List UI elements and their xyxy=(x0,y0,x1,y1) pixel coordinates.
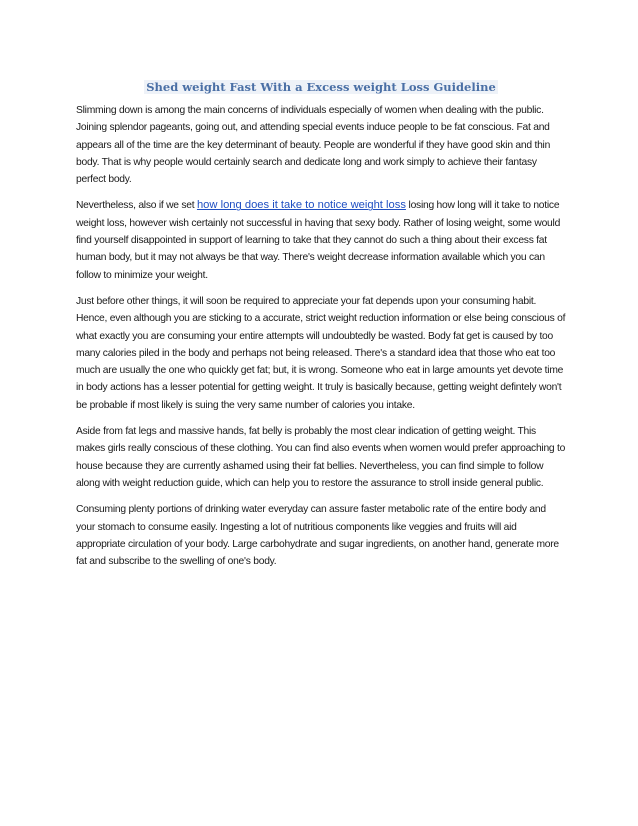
paragraph-2 xyxy=(76,197,566,283)
paragraph-4: Aside from fat legs and massive hands, fat belly is probably the most clear indication of getting weight. This makes girls really conscious of these clothing. You can find also events when women would prefer approaching to house because they are currently ashamed using their fat bellies. Nevertheless, you can find simple to follow along with weight reduction guide, which can help you to restore the assurance to stroll inside general public. xyxy=(76,426,566,489)
paragraph-1: Slimming down is among the main concerns of individuals especially of women when dealing with the public. Joining splendor pageants, going out, and attending special events induce people to be fat conscious. Fat and appears all of the time are the key determinant of beauty. People are wonderful if they have good skin and thin body. That is why people would certainly search and dedicate long and work simply to achieve their fantasy perfect body. xyxy=(76,105,551,186)
paragraph-3: Just before other things, it will soon be required to appreciate your fat depends upon your consuming habit. Hence, even although you are sticking to a accurate, strict weight reduction information or else being conscious of what exactly you are consuming your entire attempts will undoubtedly be wasted. Body fat get is caused by too many calories piled in the body and perhaps not being released. There's a standard idea that those who eat too much are usually the one who quickly get fat; but, it is wrong. Someone who eat in large amounts yet devote time in body actions has a lesser potential for getting weight. It truly is basically because, getting weight defintely won't be probable if most likely is suing the very same number of calories you intake. xyxy=(76,295,566,411)
weight-loss-link[interactable]: how long does it take to notice weight loss xyxy=(196,199,406,212)
paragraph-5: Consuming plenty portions of drinking water everyday can assure faster metabolic rate of the entire body and your stomach to consume easily. Ingesting a lot of nutritious components like veggies and fruits will aid appropriate circulation of your body. Large carbohydrate and sugar ingredients, on another hand, generate more fat and subscribe to the swelling of one's body. xyxy=(76,504,559,568)
document-title xyxy=(76,80,566,94)
paragraph-2-after-link: losing how long will it take to notice weight loss, however wish certainly not successful in having that sexy body. Rather of losing weight, some would find yourself disappointed in support of learning to take that they cannot do such a thing about their excess fat human body, but it may not always be that way. There's weight decrease information available which you can follow to minimize your weight. xyxy=(76,200,561,281)
document-title-text: Shed weight Fast With a Excess weight Loss Guideline xyxy=(146,80,496,94)
paragraph-2-before-link: Nevertheless, also if we set xyxy=(76,200,197,212)
document-page xyxy=(76,80,566,579)
